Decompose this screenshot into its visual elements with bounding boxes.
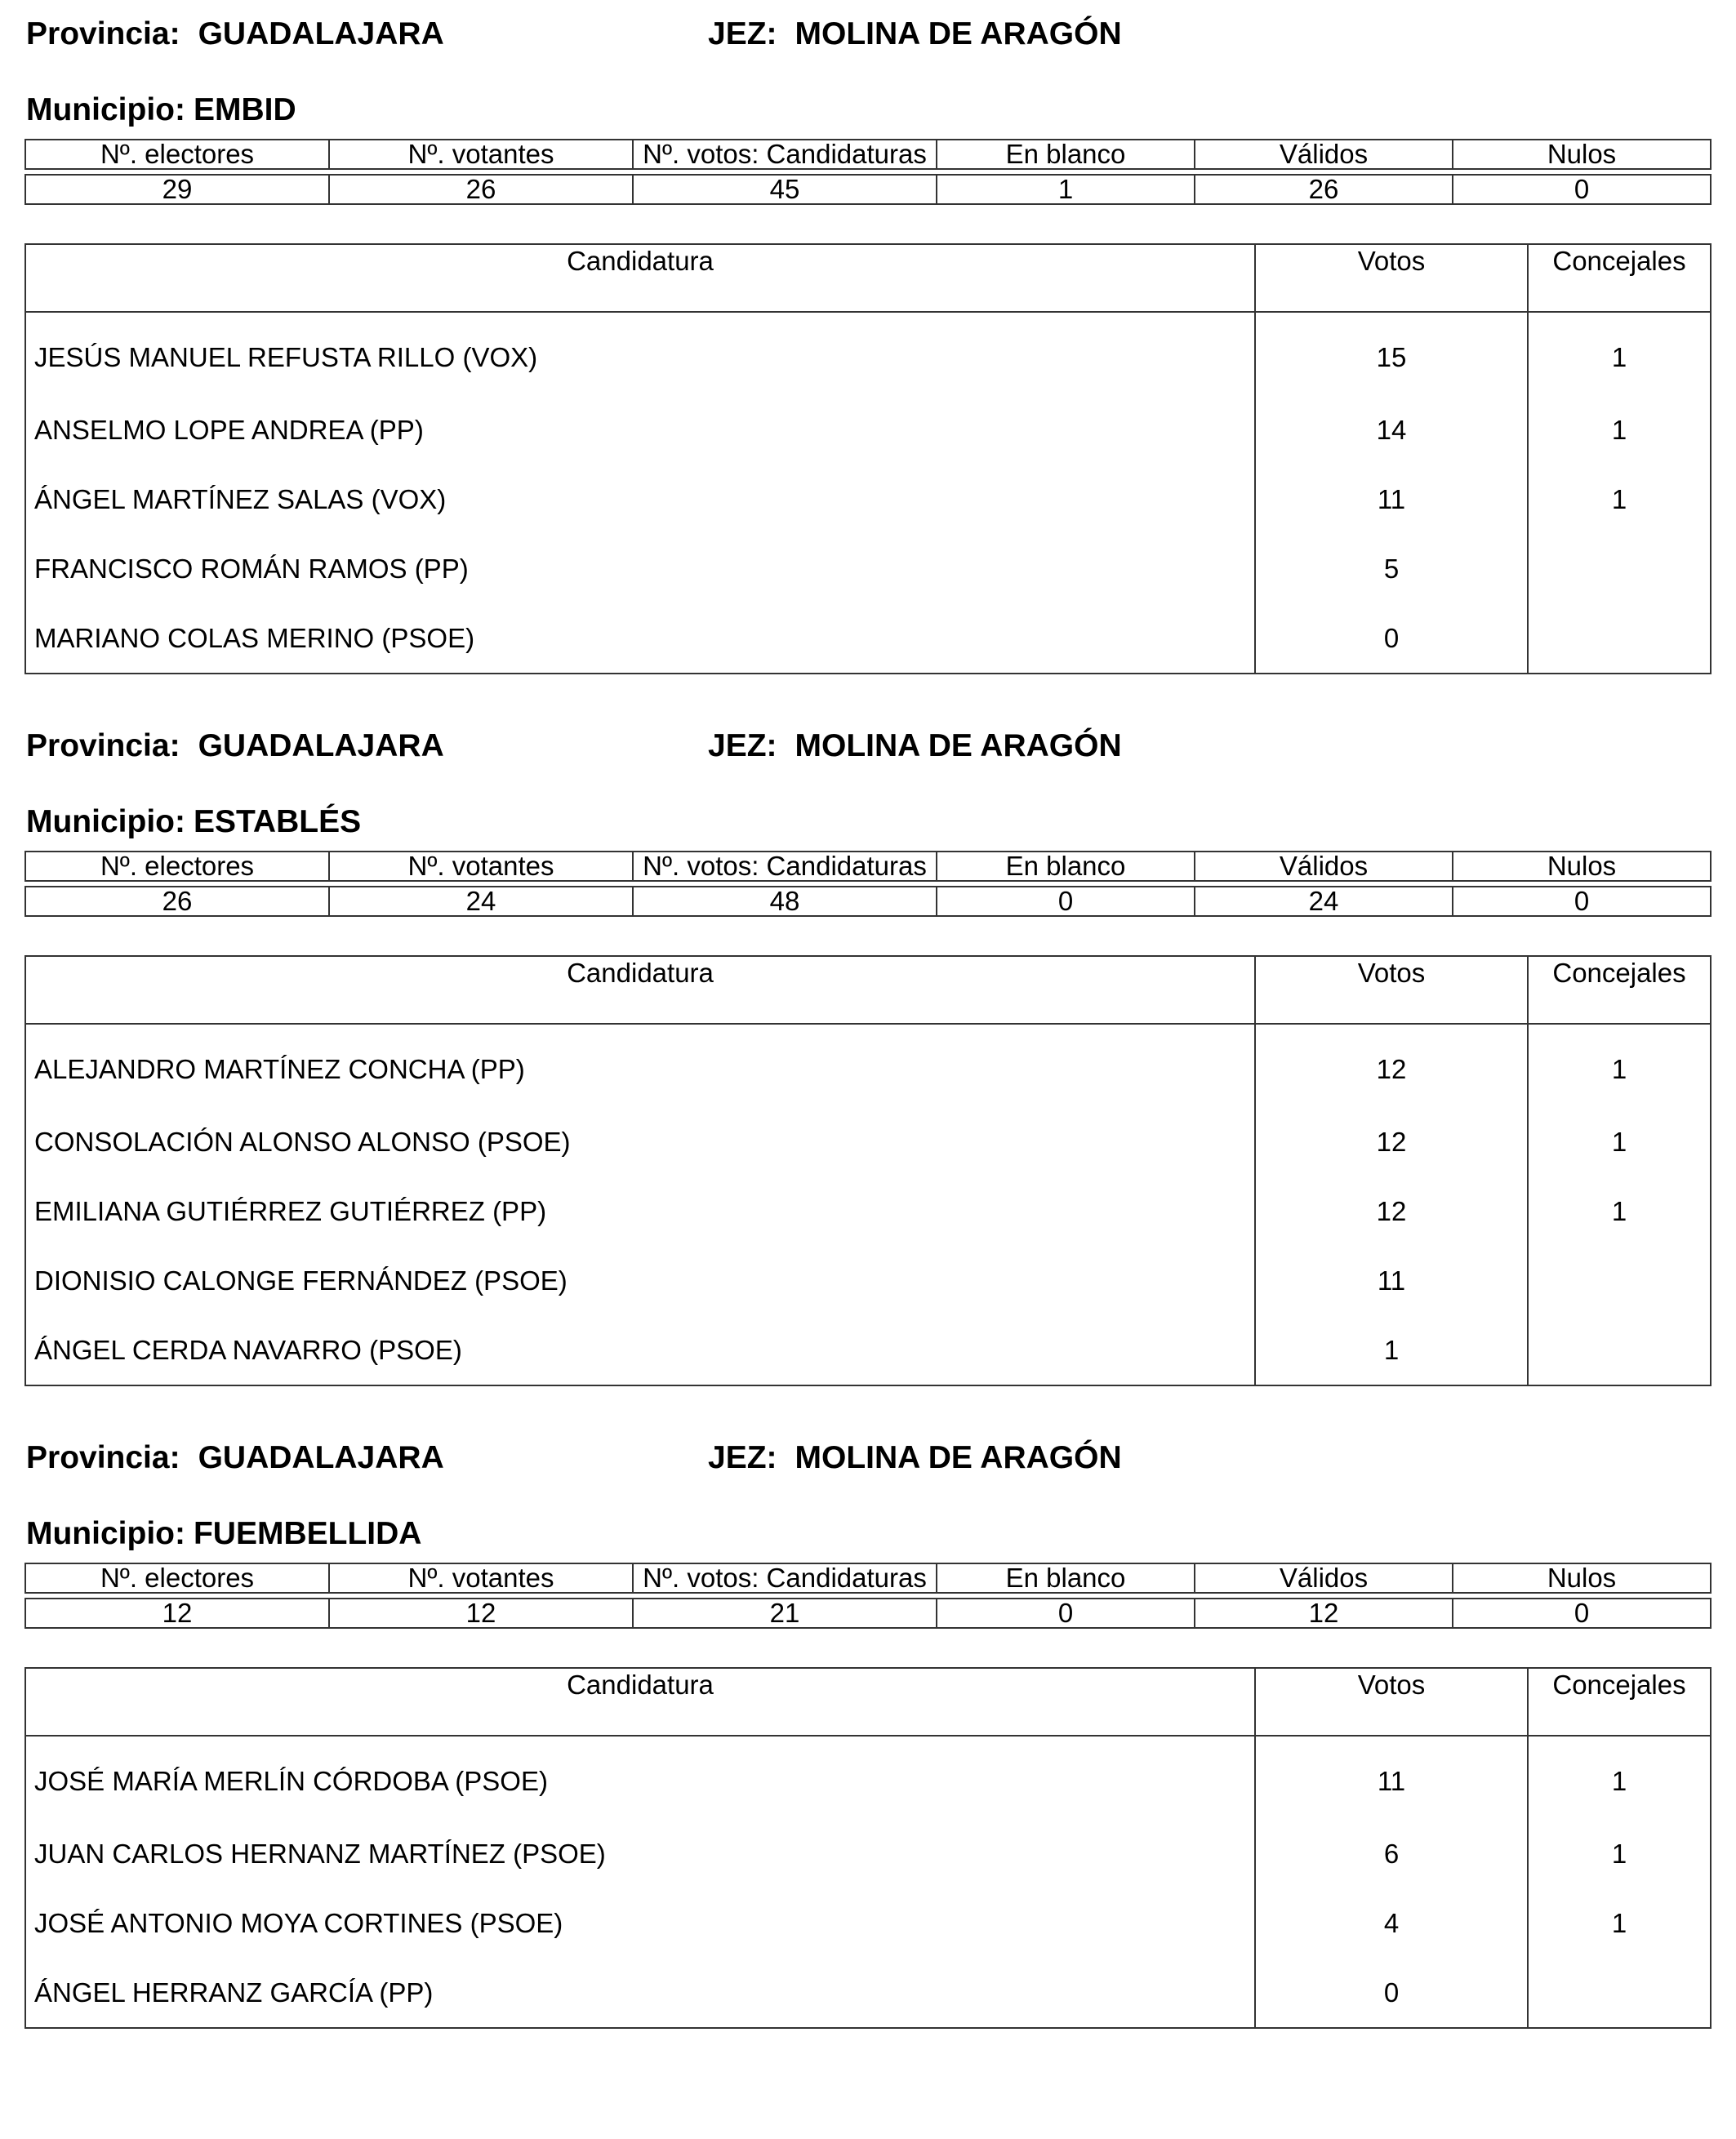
candidate-concejales: 1: [1528, 1024, 1711, 1107]
candidate-row: [25, 1024, 1711, 1107]
candidate-name: JOSÉ ANTONIO MOYA CORTINES (PSOE): [34, 1907, 563, 1938]
candidate-votos: 11: [1255, 1246, 1528, 1315]
candidate-votos: 0: [1255, 1958, 1528, 2028]
jez-value: MOLINA DE ARAGÓN: [795, 1440, 1122, 1475]
candidates-table: [24, 1667, 1712, 2029]
stats-electores: 12: [25, 1599, 329, 1628]
municipio-header: Municipio: ESTABLÉS: [26, 804, 362, 839]
candidate-row: [25, 1107, 1711, 1176]
candidate-name: ÁNGEL HERRANZ GARCÍA (PP): [34, 1977, 434, 2008]
candidate-row: [25, 1819, 1711, 1888]
header-votos: Votos: [1255, 244, 1528, 312]
stats-header-votantes: Nº. votantes: [329, 1563, 633, 1593]
jez-value: MOLINA DE ARAGÓN: [795, 16, 1122, 51]
candidate-name: CONSOLACIÓN ALONSO ALONSO (PSOE): [34, 1126, 571, 1157]
stats-table: [24, 139, 1712, 205]
candidate-votos: 12: [1255, 1176, 1528, 1246]
stats-en-blanco: 0: [937, 887, 1195, 916]
candidate-concejales: [1528, 1246, 1711, 1315]
candidate-name: EMILIANA GUTIÉRREZ GUTIÉRREZ (PP): [34, 1195, 547, 1226]
stats-votantes: 24: [329, 887, 633, 916]
candidate-votos: 14: [1255, 395, 1528, 465]
candidate-row: [25, 395, 1711, 465]
candidate-concejales: 1: [1528, 1819, 1711, 1888]
jez-header: JEZ: MOLINA DE ARAGÓN: [708, 728, 1122, 763]
candidates-table: [24, 955, 1712, 1386]
header-votos: Votos: [1255, 1668, 1528, 1736]
candidate-concejales: 1: [1528, 395, 1711, 465]
stats-votos-candidaturas: 21: [633, 1599, 937, 1628]
stats-header-en-blanco: En blanco: [937, 140, 1195, 169]
header-concejales: Concejales: [1528, 956, 1711, 1024]
candidate-row: [25, 603, 1711, 674]
stats-table: [24, 1563, 1712, 1629]
stats-electores: 29: [25, 175, 329, 204]
stats-header-votantes: Nº. votantes: [329, 852, 633, 881]
jez-header: JEZ: MOLINA DE ARAGÓN: [708, 16, 1122, 51]
stats-header-nulos: Nulos: [1453, 852, 1711, 881]
candidate-votos: 1: [1255, 1315, 1528, 1385]
candidate-row: [25, 1176, 1711, 1246]
candidate-votos: 4: [1255, 1888, 1528, 1958]
candidates-header-row: [25, 1668, 1711, 1736]
candidate-votos: 5: [1255, 534, 1528, 603]
candidate-row: [25, 1736, 1711, 1819]
stats-header-validos: Válidos: [1195, 140, 1453, 169]
jez-value: MOLINA DE ARAGÓN: [795, 728, 1122, 763]
municipio-value: ESTABLÉS: [193, 804, 362, 839]
stats-en-blanco: 0: [937, 1599, 1195, 1628]
candidate-name: JESÚS MANUEL REFUSTA RILLO (VOX): [34, 341, 538, 372]
candidate-name: ANSELMO LOPE ANDREA (PP): [34, 414, 424, 445]
jez-header: JEZ: MOLINA DE ARAGÓN: [708, 1440, 1122, 1475]
stats-votos-candidaturas: 48: [633, 887, 937, 916]
candidate-name: JOSÉ MARÍA MERLÍN CÓRDOBA (PSOE): [34, 1765, 548, 1796]
header-votos: Votos: [1255, 956, 1528, 1024]
candidate-name: MARIANO COLAS MERINO (PSOE): [34, 622, 475, 653]
candidate-votos: 11: [1255, 1736, 1528, 1819]
candidate-concejales: 1: [1528, 1176, 1711, 1246]
header-candidatura: Candidatura: [25, 244, 1255, 312]
municipio-value: FUEMBELLIDA: [193, 1516, 422, 1551]
candidate-votos: 15: [1255, 312, 1528, 395]
candidate-votos: 12: [1255, 1024, 1528, 1107]
stats-validos: 26: [1195, 175, 1453, 204]
header-candidatura: Candidatura: [25, 956, 1255, 1024]
header-concejales: Concejales: [1528, 1668, 1711, 1736]
candidate-name: ALEJANDRO MARTÍNEZ CONCHA (PP): [34, 1053, 525, 1084]
stats-header-votantes: Nº. votantes: [329, 140, 633, 169]
stats-header-row: [25, 1563, 1711, 1593]
header-concejales: Concejales: [1528, 244, 1711, 312]
stats-value-row: [25, 175, 1711, 204]
candidate-row: [25, 1315, 1711, 1385]
candidate-row: [25, 1958, 1711, 2028]
candidate-concejales: [1528, 603, 1711, 674]
stats-nulos: 0: [1453, 175, 1711, 204]
candidate-votos: 12: [1255, 1107, 1528, 1176]
candidate-concejales: 1: [1528, 1736, 1711, 1819]
candidates-header-row: [25, 956, 1711, 1024]
stats-header-en-blanco: En blanco: [937, 1563, 1195, 1593]
municipio-header: Municipio: FUEMBELLIDA: [26, 1516, 422, 1551]
stats-header-electores: Nº. electores: [25, 140, 329, 169]
municipio-value: EMBID: [193, 92, 296, 127]
candidate-concejales: 1: [1528, 465, 1711, 534]
stats-value-row: [25, 1599, 1711, 1628]
stats-header-votos-candidaturas: Nº. votos: Candidaturas: [633, 1563, 937, 1593]
candidate-name: FRANCISCO ROMÁN RAMOS (PP): [34, 553, 469, 584]
header-candidatura: Candidatura: [25, 1668, 1255, 1736]
candidate-row: [25, 534, 1711, 603]
candidate-row: [25, 1246, 1711, 1315]
candidate-concejales: 1: [1528, 312, 1711, 395]
candidates-table: [24, 243, 1712, 674]
stats-header-votos-candidaturas: Nº. votos: Candidaturas: [633, 140, 937, 169]
provincia-header: Provincia: GUADALAJARA: [26, 1440, 444, 1475]
stats-header-electores: Nº. electores: [25, 1563, 329, 1593]
stats-value-row: [25, 887, 1711, 916]
candidate-row: [25, 1888, 1711, 1958]
candidate-votos: 6: [1255, 1819, 1528, 1888]
stats-en-blanco: 1: [937, 175, 1195, 204]
stats-header-votos-candidaturas: Nº. votos: Candidaturas: [633, 852, 937, 881]
stats-table: [24, 851, 1712, 917]
stats-nulos: 0: [1453, 887, 1711, 916]
stats-nulos: 0: [1453, 1599, 1711, 1628]
candidate-name: DIONISIO CALONGE FERNÁNDEZ (PSOE): [34, 1265, 568, 1296]
candidate-concejales: [1528, 1315, 1711, 1385]
candidate-concejales: 1: [1528, 1107, 1711, 1176]
stats-header-validos: Válidos: [1195, 1563, 1453, 1593]
candidate-votos: 0: [1255, 603, 1528, 674]
stats-header-nulos: Nulos: [1453, 1563, 1711, 1593]
provincia-header: Provincia: GUADALAJARA: [26, 728, 444, 763]
stats-votantes: 26: [329, 175, 633, 204]
candidate-name: ÁNGEL CERDA NAVARRO (PSOE): [34, 1334, 462, 1365]
candidate-name: JUAN CARLOS HERNANZ MARTÍNEZ (PSOE): [34, 1838, 606, 1869]
candidate-votos: 11: [1255, 465, 1528, 534]
provincia-value: GUADALAJARA: [198, 728, 444, 763]
stats-header-row: [25, 140, 1711, 169]
provincia-value: GUADALAJARA: [198, 1440, 444, 1475]
candidates-header-row: [25, 244, 1711, 312]
stats-header-electores: Nº. electores: [25, 852, 329, 881]
stats-validos: 12: [1195, 1599, 1453, 1628]
stats-header-nulos: Nulos: [1453, 140, 1711, 169]
municipio-header: Municipio: EMBID: [26, 92, 296, 127]
stats-votantes: 12: [329, 1599, 633, 1628]
candidate-name: ÁNGEL MARTÍNEZ SALAS (VOX): [34, 483, 447, 514]
provincia-header: Provincia: GUADALAJARA: [26, 16, 444, 51]
candidate-concejales: 1: [1528, 1888, 1711, 1958]
stats-electores: 26: [25, 887, 329, 916]
stats-header-en-blanco: En blanco: [937, 852, 1195, 881]
stats-header-row: [25, 852, 1711, 881]
stats-header-validos: Válidos: [1195, 852, 1453, 881]
stats-validos: 24: [1195, 887, 1453, 916]
candidate-row: [25, 312, 1711, 395]
stats-votos-candidaturas: 45: [633, 175, 937, 204]
candidate-concejales: [1528, 1958, 1711, 2028]
candidate-concejales: [1528, 534, 1711, 603]
candidate-row: [25, 465, 1711, 534]
provincia-value: GUADALAJARA: [198, 16, 444, 51]
